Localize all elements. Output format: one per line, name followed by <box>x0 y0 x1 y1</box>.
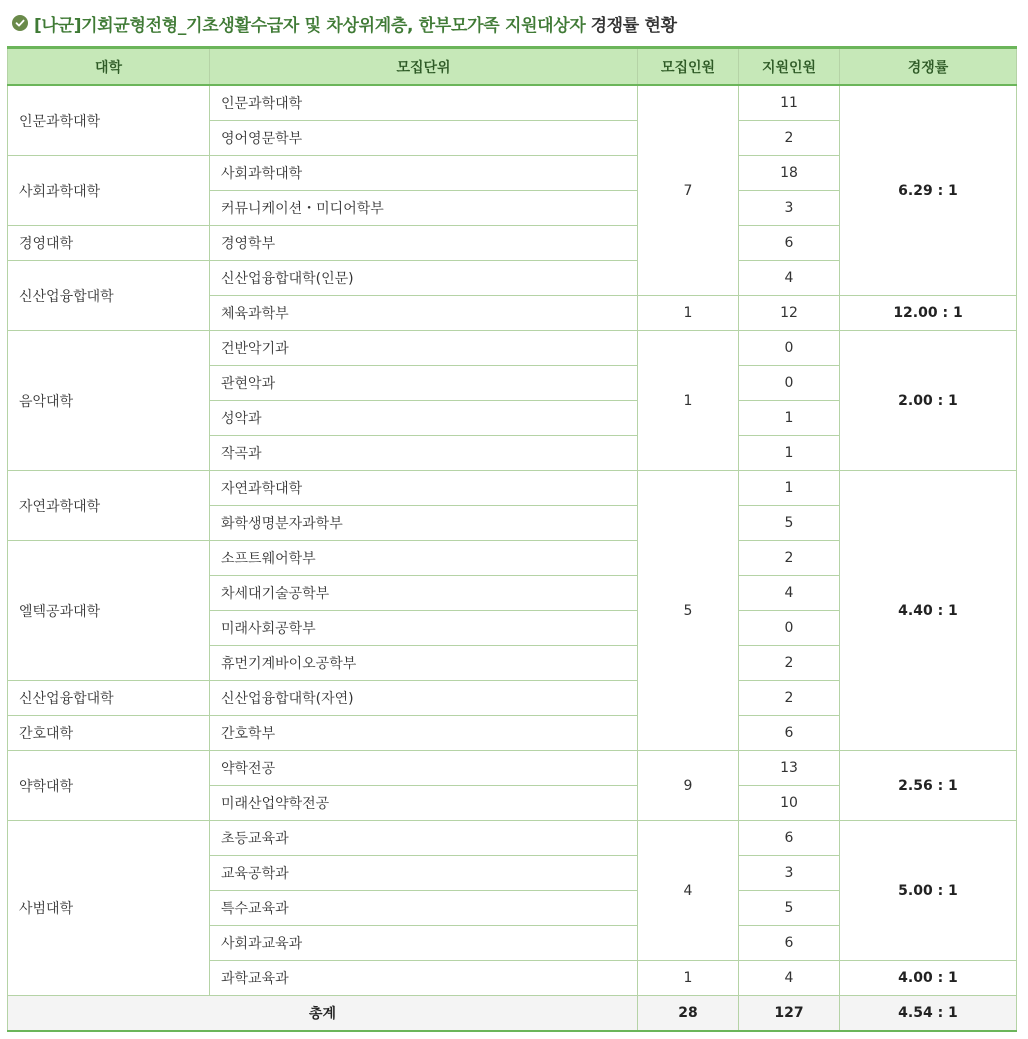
applicants-cell: 3 <box>739 856 840 891</box>
unit-cell: 자연과학대학 <box>210 471 638 506</box>
quota-cell: 4 <box>638 821 739 961</box>
unit-cell: 간호학부 <box>210 716 638 751</box>
ratio-cell: 2.56 : 1 <box>840 751 1017 821</box>
unit-cell: 사회과학대학 <box>210 156 638 191</box>
unit-cell: 경영학부 <box>210 226 638 261</box>
ratio-cell: 6.29 : 1 <box>840 85 1017 296</box>
applicants-cell: 10 <box>739 786 840 821</box>
unit-cell: 인문과학대학 <box>210 85 638 121</box>
unit-cell: 차세대기술공학부 <box>210 576 638 611</box>
applicants-cell: 6 <box>739 821 840 856</box>
page-title <box>12 10 677 36</box>
applicants-cell: 0 <box>739 331 840 366</box>
total-quota: 28 <box>638 996 739 1032</box>
table-header-row <box>8 48 1017 86</box>
applicants-cell: 2 <box>739 646 840 681</box>
unit-cell: 화학생명분자과학부 <box>210 506 638 541</box>
total-label: 총계 <box>8 996 638 1032</box>
applicants-cell: 4 <box>739 961 840 996</box>
college-cell: 경영대학 <box>8 226 210 261</box>
applicants-cell: 13 <box>739 751 840 786</box>
college-cell: 약학대학 <box>8 751 210 821</box>
unit-cell: 건반악기과 <box>210 331 638 366</box>
applicants-cell: 4 <box>739 576 840 611</box>
title-accent: [나군]기회균형전형_기초생활수급자 및 차상위계층, 한부모가족 지원대상자 <box>34 15 586 36</box>
applicants-cell: 12 <box>739 296 840 331</box>
ratio-cell: 5.00 : 1 <box>840 821 1017 961</box>
unit-cell: 미래사회공학부 <box>210 611 638 646</box>
college-cell: 엘텍공과대학 <box>8 541 210 681</box>
unit-cell: 성악과 <box>210 401 638 436</box>
unit-cell: 미래산업약학전공 <box>210 786 638 821</box>
applicants-cell: 0 <box>739 366 840 401</box>
header-college: 대학 <box>8 48 210 86</box>
unit-cell: 체육과학부 <box>210 296 638 331</box>
applicants-cell: 18 <box>739 156 840 191</box>
college-cell: 간호대학 <box>8 716 210 751</box>
college-cell: 음악대학 <box>8 331 210 471</box>
total-applicants: 127 <box>739 996 840 1032</box>
table-row <box>8 331 1017 366</box>
applicants-cell: 0 <box>739 611 840 646</box>
quota-cell: 9 <box>638 751 739 821</box>
check-circle-icon <box>12 15 28 31</box>
table-row <box>8 471 1017 506</box>
college-cell: 사범대학 <box>8 821 210 996</box>
college-cell: 인문과학대학 <box>8 85 210 156</box>
unit-cell: 교육공학과 <box>210 856 638 891</box>
college-cell: 사회과학대학 <box>8 156 210 226</box>
unit-cell: 약학전공 <box>210 751 638 786</box>
unit-cell: 휴먼기계바이오공학부 <box>210 646 638 681</box>
applicants-cell: 6 <box>739 926 840 961</box>
unit-cell: 사회과교육과 <box>210 926 638 961</box>
applicants-cell: 5 <box>739 506 840 541</box>
header-unit: 모집단위 <box>210 48 638 86</box>
ratio-cell: 4.40 : 1 <box>840 471 1017 751</box>
college-cell: 자연과학대학 <box>8 471 210 541</box>
quota-cell: 1 <box>638 331 739 471</box>
applicants-cell: 1 <box>739 471 840 506</box>
quota-cell: 7 <box>638 85 739 296</box>
table-row <box>8 751 1017 786</box>
unit-cell: 작곡과 <box>210 436 638 471</box>
unit-cell: 관현악과 <box>210 366 638 401</box>
college-cell: 신산업융합대학 <box>8 681 210 716</box>
applicants-cell: 2 <box>739 681 840 716</box>
table-row <box>8 85 1017 121</box>
applicants-cell: 1 <box>739 401 840 436</box>
applicants-cell: 4 <box>739 261 840 296</box>
header-applicants: 지원인원 <box>739 48 840 86</box>
applicants-cell: 2 <box>739 121 840 156</box>
header-ratio: 경쟁률 <box>840 48 1017 86</box>
applicants-cell: 6 <box>739 226 840 261</box>
unit-cell: 특수교육과 <box>210 891 638 926</box>
quota-cell: 5 <box>638 471 739 751</box>
unit-cell: 신산업융합대학(자연) <box>210 681 638 716</box>
applicants-cell: 6 <box>739 716 840 751</box>
unit-cell: 커뮤니케이션・미디어학부 <box>210 191 638 226</box>
quota-cell: 1 <box>638 296 739 331</box>
title-rest: 경쟁률 현황 <box>590 15 677 36</box>
applicants-cell: 1 <box>739 436 840 471</box>
unit-cell: 신산업융합대학(인문) <box>210 261 638 296</box>
college-cell: 신산업융합대학 <box>8 261 210 331</box>
unit-cell: 과학교육과 <box>210 961 638 996</box>
quota-cell: 1 <box>638 961 739 996</box>
applicants-cell: 11 <box>739 85 840 121</box>
total-row <box>8 996 1017 1032</box>
applicants-cell: 5 <box>739 891 840 926</box>
ratio-cell: 4.00 : 1 <box>840 961 1017 996</box>
total-ratio: 4.54 : 1 <box>840 996 1017 1032</box>
applicants-cell: 2 <box>739 541 840 576</box>
unit-cell: 영어영문학부 <box>210 121 638 156</box>
competition-table <box>7 46 1017 1032</box>
table-row <box>8 821 1017 856</box>
ratio-cell: 2.00 : 1 <box>840 331 1017 471</box>
applicants-cell: 3 <box>739 191 840 226</box>
header-quota: 모집인원 <box>638 48 739 86</box>
unit-cell: 초등교육과 <box>210 821 638 856</box>
ratio-cell: 12.00 : 1 <box>840 296 1017 331</box>
unit-cell: 소프트웨어학부 <box>210 541 638 576</box>
